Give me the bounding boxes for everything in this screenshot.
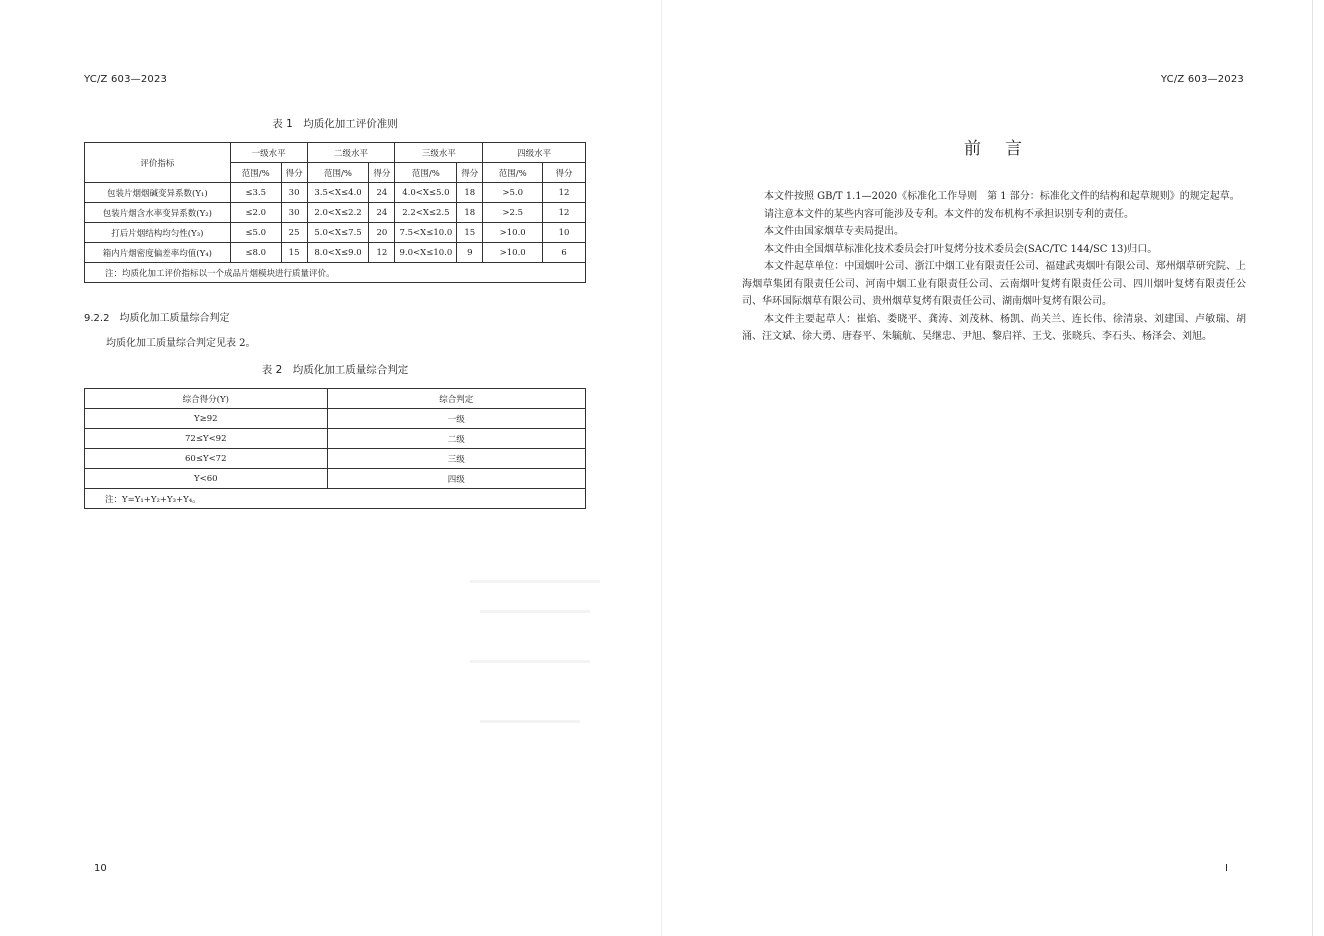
table-cell: 18 [457,203,483,223]
table-cell: 15 [281,243,307,263]
table1-note: 注：均质化加工评价指标以一个成品片烟模块进行质量评价。 [85,263,586,283]
table-cell: 9 [457,243,483,263]
table-cell: 30 [281,203,307,223]
section-number: 9.2.2 [84,313,110,324]
table1-caption: 表 1 均质化加工评价准则 [272,118,398,130]
table-cell: 25 [281,223,307,243]
header-indicator: 评价指标 [85,143,231,183]
foreword-paragraph: 请注意本文件的某些内容可能涉及专利。本文件的发布机构不承担识别专利的责任。 [764,208,1134,220]
table-cell: ≤5.0 [230,223,281,243]
header-level-3: 三级水平 [395,143,483,163]
table-cell: 20 [369,223,395,243]
indicator-name: 箱内片烟密度偏差率均值(Y₄) [85,243,231,263]
table-cell: 8.0<X≤9.0 [307,243,369,263]
right-page-header: YC/Z 603—2023 [1160,74,1244,85]
subheader-range: 范围/% [395,163,457,183]
table-cell: 5.0<X≤7.5 [307,223,369,243]
table-cell: Y≥92 [85,409,328,429]
left-page-number: 10 [94,863,107,874]
foreword-paragraph: 本文件主要起草人：崔焰、娄晓平、龚涛、刘茂林、杨凯、尚关兰、连长伟、徐清泉、刘建国、卢敏瑞、胡涌、汪文斌、徐大勇、唐春平、朱毓航、吴继忠、尹旭、黎启祥、王戈、张晓兵、李石头、杨泽会、刘旭。 [742,313,1246,342]
header-level-1: 一级水平 [230,143,307,163]
section-paragraph: 均质化加工质量综合判定见表 2。 [106,338,256,349]
subheader-range: 范围/% [483,163,543,183]
table-cell: 2.2<X≤2.5 [395,203,457,223]
table-cell: >2.5 [483,203,543,223]
table-cell: 60≤Y<72 [85,449,328,469]
table-cell: 二级 [327,429,585,449]
table-cell: >5.0 [483,183,543,203]
foreword-title: 前言 [964,139,1046,159]
header-judgement: 综合判定 [327,389,585,409]
table-cell: 24 [369,203,395,223]
foreword-body [742,188,1246,346]
right-page-number: I [1225,863,1228,874]
table-cell: 3.5<X≤4.0 [307,183,369,203]
table-cell: 18 [457,183,483,203]
table-cell: 7.5<X≤10.0 [395,223,457,243]
table-cell: 24 [369,183,395,203]
subheader-score: 得分 [543,163,586,183]
foreword-paragraph: 本文件起草单位：中国烟叶公司、浙江中烟工业有限责任公司、福建武夷烟叶有限公司、郑州烟草研究院、上海烟草集团有限责任公司、河南中烟工业有限责任公司、云南烟叶复烤有限责任公司、四川烟叶复烤有限责任公司、华环国际烟草有限公司、贵州烟草复烤有限责任公司、湖南烟叶复烤有限公司。 [742,261,1246,307]
table-cell: 12 [543,203,586,223]
table-cell: 一级 [327,409,585,429]
table-cell: ≤2.0 [230,203,281,223]
table-cell: Y<60 [85,469,328,489]
table-cell: 12 [543,183,586,203]
foreword-paragraph: 本文件由全国烟草标准化技术委员会打叶复烤分技术委员会(SAC/TC 144/SC 13)归口。 [764,243,1158,255]
table-cell: >10.0 [483,243,543,263]
table-cell: 30 [281,183,307,203]
table-cell: 4.0<X≤5.0 [395,183,457,203]
subheader-score: 得分 [369,163,395,183]
table-cell: 12 [369,243,395,263]
subheader-score: 得分 [281,163,307,183]
table-cell: 9.0<X≤10.0 [395,243,457,263]
table-cell: 15 [457,223,483,243]
header-level-4: 四级水平 [483,143,586,163]
table-cell: 10 [543,223,586,243]
left-page-header: YC/Z 603—2023 [84,74,168,85]
table-cell: >10.0 [483,223,543,243]
indicator-name: 打后片烟结构均匀性(Y₃) [85,223,231,243]
header-level-2: 二级水平 [307,143,395,163]
paper-edge [1312,0,1313,936]
header-total-score: 综合得分(Y) [85,389,328,409]
subheader-range: 范围/% [307,163,369,183]
table2-caption: 表 2 均质化加工质量综合判定 [261,364,409,376]
table-cell: 四级 [327,469,585,489]
indicator-name: 包装片烟烟碱变异系数(Y₁) [85,183,231,203]
indicator-name: 包装片烟含水率变异系数(Y₂) [85,203,231,223]
table-cell: 6 [543,243,586,263]
foreword-paragraph: 本文件按照 GB/T 1.1—2020《标准化工作导则 第 1 部分：标准化文件的结构和起草规则》的规定起草。 [764,191,1240,202]
table2-note: 注：Y=Y₁+Y₂+Y₃+Y₄。 [85,489,586,509]
table-cell: 2.0<X≤2.2 [307,203,369,223]
subheader-range: 范围/% [230,163,281,183]
foreword-paragraph: 本文件由国家烟草专卖局提出。 [764,226,904,237]
table-cell: 三级 [327,449,585,469]
table-cell: ≤8.0 [230,243,281,263]
table-cell: ≤3.5 [230,183,281,203]
table-cell: 72≤Y<92 [85,429,328,449]
section-title: 均质化加工质量综合判定 [119,313,230,324]
subheader-score: 得分 [457,163,483,183]
